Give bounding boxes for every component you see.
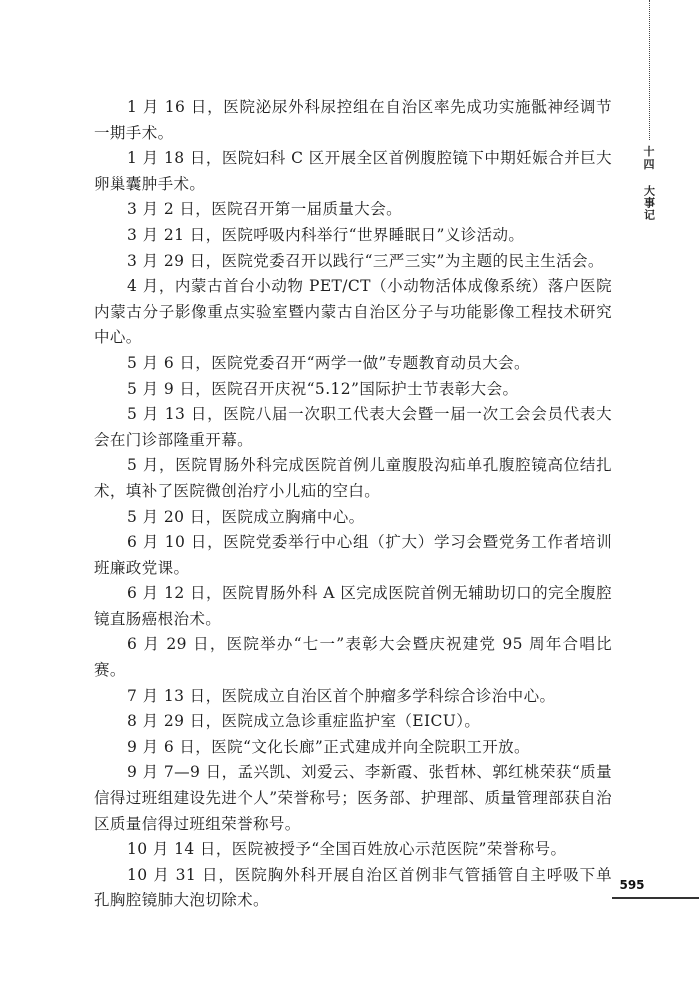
chapter-tab [641,145,657,221]
event-entry: 10 月 14 日，医院被授予“全国百姓放心示范医院”荣誉称号。 [127,840,567,859]
event-entry: 3 月 2 日，医院召开第一届质量大会。 [127,200,403,219]
event-entry: 6 月 29 日，医院举办“七一”表彰大会暨庆祝建党 95 周年合唱比赛。 [94,635,612,680]
event-entry: 1 月 16 日，医院泌尿外科尿控组在自治区率先成功实施骶神经调节一期手术。 [94,98,612,142]
chapter-number: 十四 [643,145,655,171]
event-entry: 8 月 29 日，医院成立急诊重症监护室（EICU）。 [127,712,481,731]
event-list [94,95,612,914]
chapter-title: 大事记 [642,185,656,221]
event-entry: 5 月 20 日，医院成立胸痛中心。 [127,507,365,526]
event-entry: 5 月 9 日，医院召开庆祝“5.12”国际护士节表彰大会。 [127,379,519,398]
event-entry: 3 月 21 日，医院呼吸内科举行“世界睡眠日”义诊活动。 [127,225,525,244]
event-entry: 10 月 31 日，医院胸外科开展自治区首例非气管插管自主呼吸下单孔胸腔镜肺大泡切除术。 [94,865,612,910]
sidebar-dotted-rule [649,0,650,140]
event-entry: 6 月 10 日，医院党委举行中心组（扩大）学习会暨党务工作者培训班廉政党课。 [94,533,612,577]
event-entry: 3 月 29 日，医院党委召开以践行“三严三实”为主题的民主生活会。 [127,251,604,270]
event-entry: 5 月 13 日，医院八届一次职工代表大会暨一届一次工会会员代表大会在门诊部隆重开幕。 [94,405,612,449]
page-number-rule [612,897,699,899]
event-entry: 5 月 6 日，医院党委召开“两学一做”专题教育动员大会。 [127,353,530,372]
page-number: 595 [619,878,645,892]
event-entry: 1 月 18 日，医院妇科 C 区开展全区首例腹腔镜下中期妊娠合并巨大卵巢囊肿手术。 [94,149,612,193]
event-entry: 9 月 7—9 日，孟兴凯、刘爱云、李新霞、张哲林、郭红桃荣获“质量信得过班组建设先进个人”荣誉称号；医务部、护理部、质量管理部获自治区质量信得过班组荣誉称号。 [94,763,612,833]
event-entry: 9 月 6 日，医院“文化长廊”正式建成并向全院职工开放。 [127,737,530,756]
event-entry: 5 月，医院胃肠外科完成医院首例儿童腹股沟疝单孔腹腔镜高位结扎术，填补了医院微创治疗小儿疝的空白。 [94,456,612,500]
event-entry: 7 月 13 日，医院成立自治区首个肿瘤多学科综合诊治中心。 [127,686,556,705]
event-entry: 6 月 12 日，医院胃肠外科 A 区完成医院首例无辅助切口的完全腹腔镜直肠癌根治术。 [94,584,612,628]
event-entry: 4 月，内蒙古首台小动物 PET/CT（小动物活体成像系统）落户医院内蒙古分子影像重点实验室暨内蒙古自治区分子与功能影像工程技术研究中心。 [94,277,612,347]
